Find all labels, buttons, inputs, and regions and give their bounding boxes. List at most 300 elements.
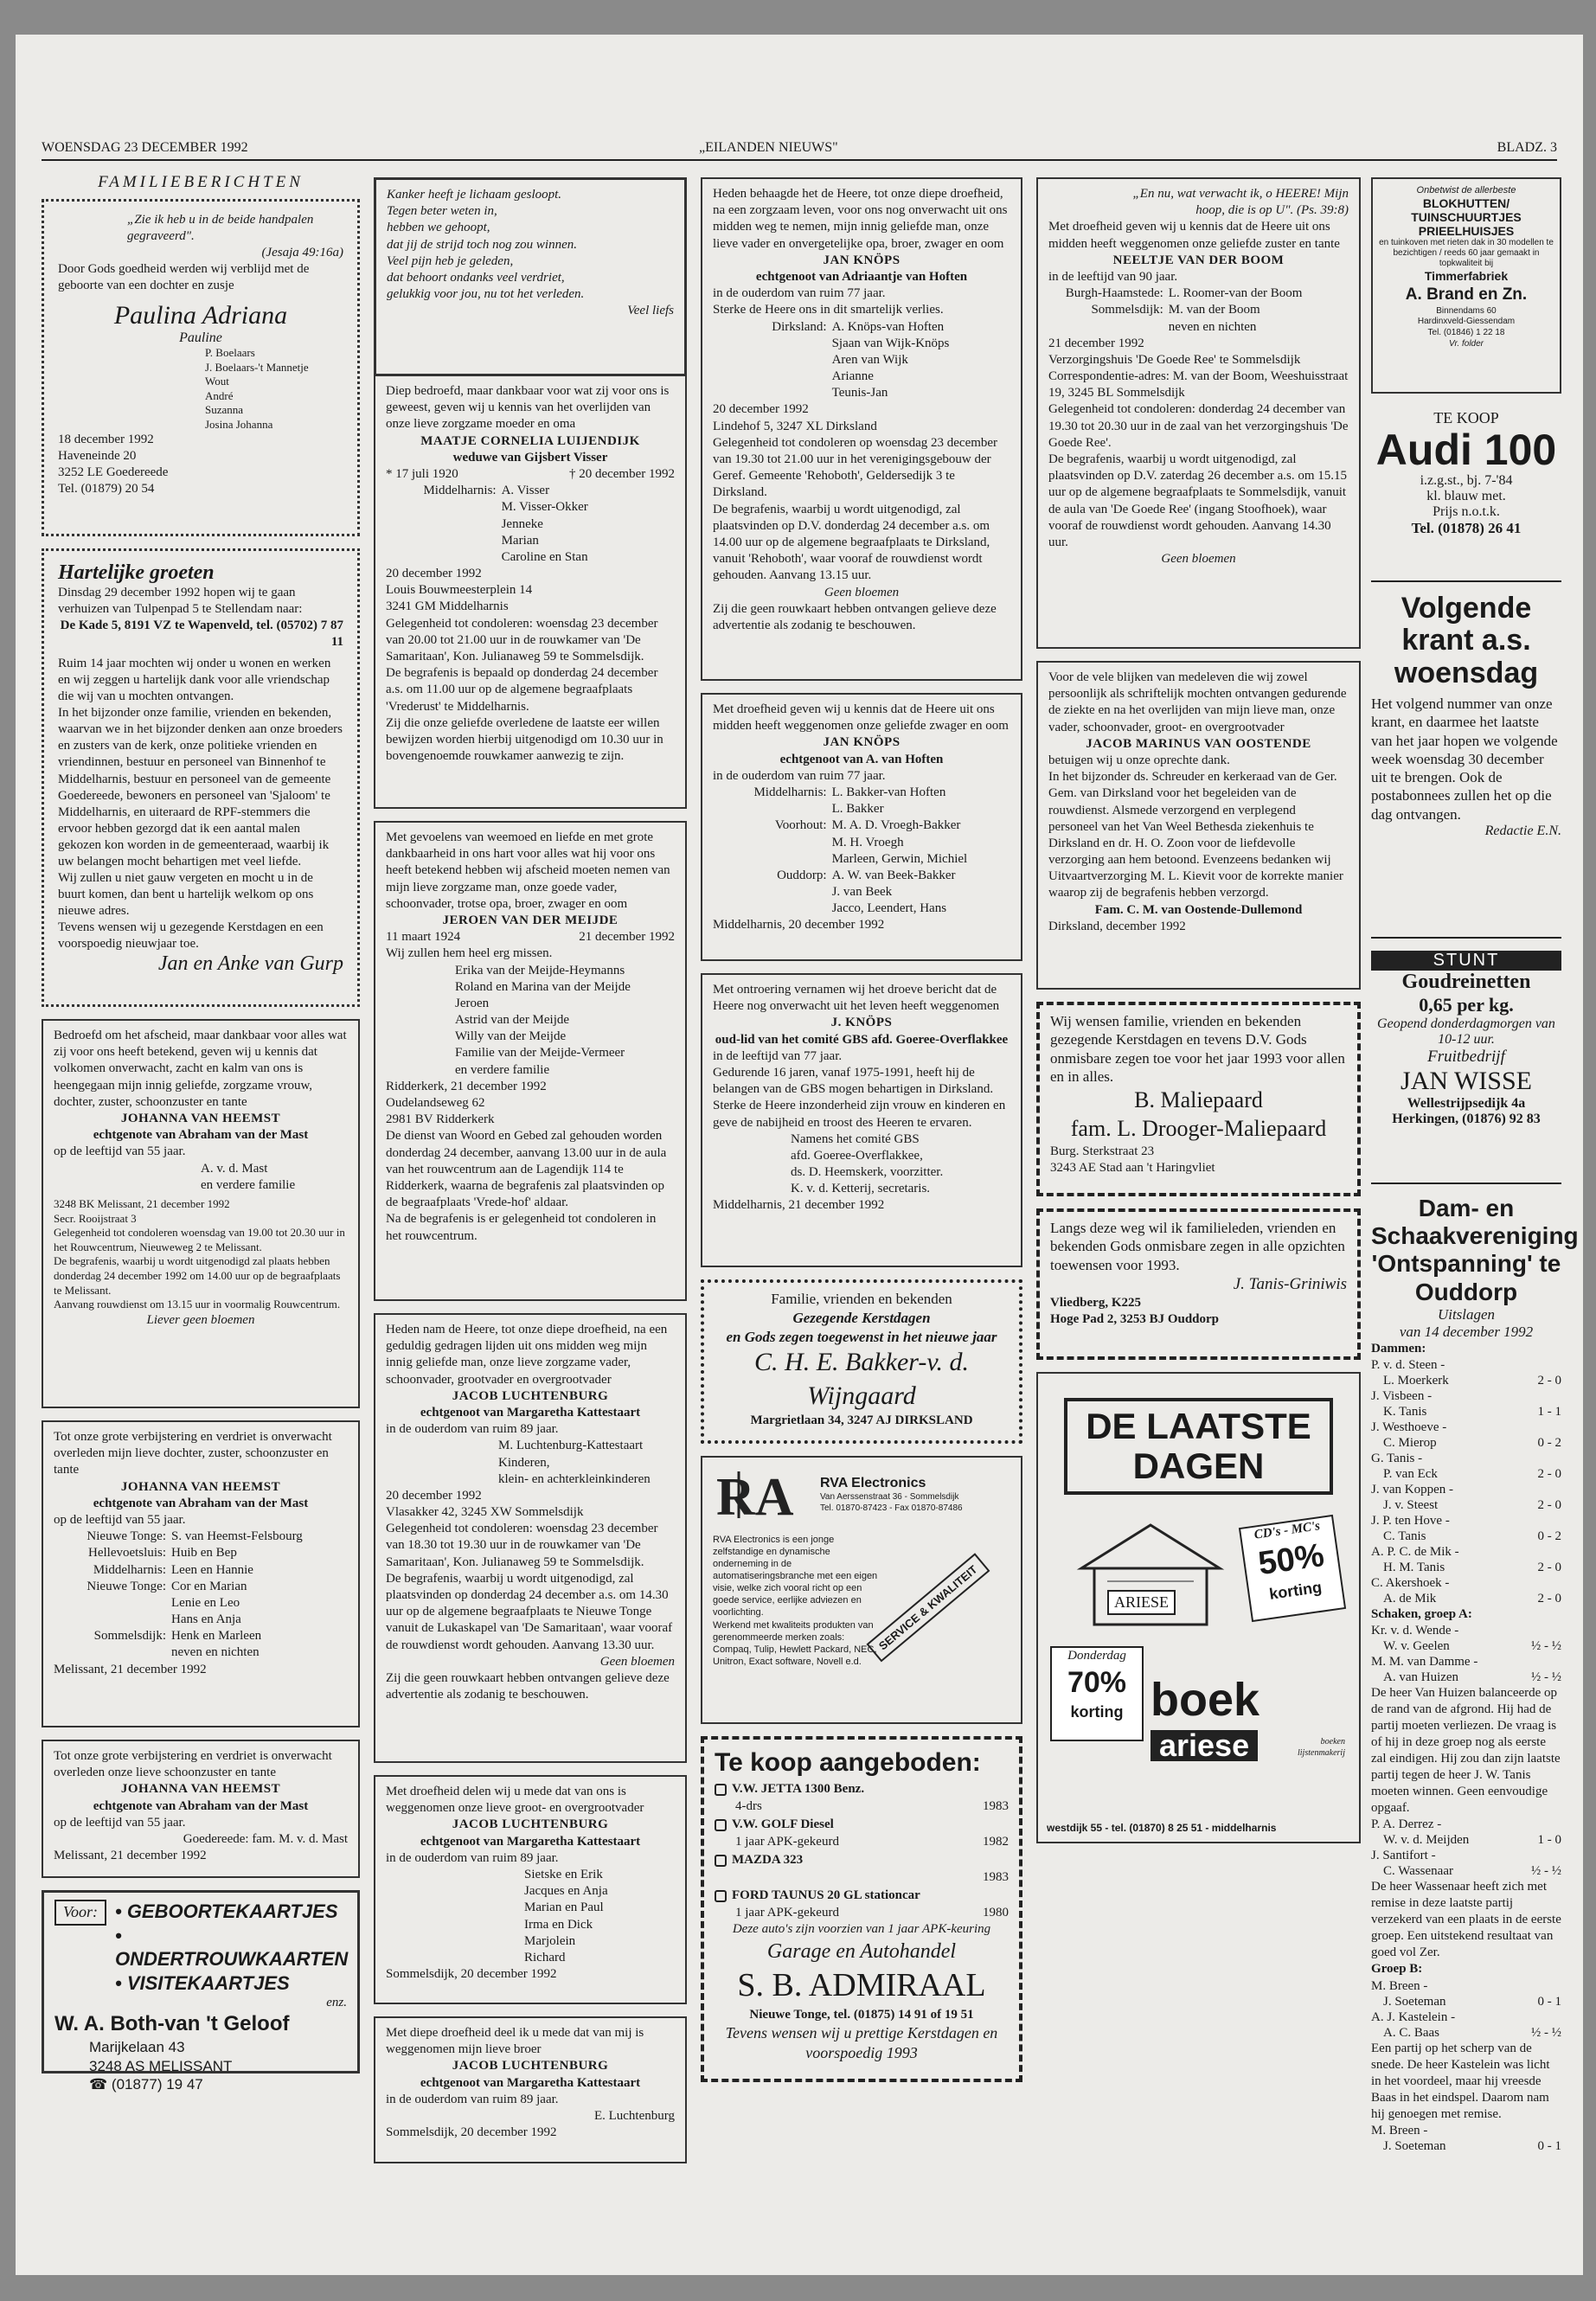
footer: Melissant, 21 december 1992 [54, 1662, 207, 1676]
sub-label: boeken lijstenmakerij [1298, 1737, 1345, 1758]
game-row [1371, 1591, 1561, 1606]
description: RVA Electronics is een jonge zelfstandige en dynamische onderneming in de automatiseringsbranche met een eigen visie, welke zich vooral richt op een goede service, eerlijke adviezen en voorlichting. Werkend met kwaliteits produkten van gerenommeerde merken zoals: Compaq, Tulip, Hewlett Packard, NEC, Unitron, Exact software, Novell e.d. [713, 1535, 878, 1667]
game-row [1371, 1435, 1561, 1451]
game-row [1371, 1420, 1561, 1435]
car-detail: 1 jaar APK-gekeurd [735, 1834, 839, 1849]
text: In het bijzonder ds. Schreuder en kerkeraad van de Ger. Gem. van Dirksland voor het begeleiden van de rouwdienst. Alsmede verzorgend en verplegend personeel van het Van Weel Bethesda ziekenhuis te Dirksland en dr. H. O. Zoon voor de liefdevolle verzorging aan hem betoond. Evenzeens bedanken wij Uitvaartverzorging M. L. Kievit voor de korrekte manier waarop zij de begrafenis hebben verzorgd. [1048, 770, 1343, 901]
birth-announcement [42, 199, 360, 536]
text: Met ontroering vernamen wij het droeve bericht dat de Heere nog onverwacht uit het leven heeft weggenomen [713, 983, 1000, 1014]
player: A. C. Baas [1383, 2025, 1439, 2040]
poem: Kanker heeft je lichaam gesloopt. Tegen beter weten in, hebben we gehoopt, dat jij de strijd toch nog zou winnen. Veel pijn heb je geleden, dat behoort ondanks veel verdriet, gelukkig voor jou, nu tot het verleden. [387, 188, 585, 302]
name: fam. L. Drooger-Maliepaard [1070, 1116, 1327, 1142]
names: Teunis-Jan [831, 386, 888, 401]
address: westdijk 55 - tel. (01870) 8 25 51 - middelharnis [1047, 1821, 1277, 1834]
car-sale-ad [1371, 409, 1561, 582]
section-label: Dammen: [1371, 1341, 1426, 1356]
product-item: • ONDERTROUWKAARTEN [115, 1924, 349, 1970]
family-row [54, 1644, 348, 1661]
game-row [1371, 1638, 1561, 1654]
detail: kl. blauw met. [1426, 488, 1506, 503]
place [713, 884, 832, 901]
no-flowers: Geen bloemen [824, 585, 900, 599]
christmas-greeting [701, 1279, 1022, 1444]
brand-boek: boek [1151, 1674, 1260, 1726]
score: 0 - 1 [1537, 1994, 1561, 2009]
family-list [1048, 285, 1349, 336]
obituary [701, 973, 1022, 1267]
section-title: FAMILIEBERICHTEN [98, 173, 304, 191]
product-item: • VISITEKAARTJES [115, 1971, 290, 1994]
family-row [713, 352, 1010, 369]
score: 1 - 0 [1537, 1833, 1561, 1848]
game-row [1371, 2123, 1561, 2138]
phone: Nieuwe Tonge, tel. (01875) 14 91 of 19 51 [749, 2007, 974, 2022]
family-row [713, 319, 1010, 336]
footer: Middelharnis, 20 december 1992 [713, 918, 885, 933]
te-koop-label: TE KOOP [1433, 409, 1499, 426]
player: A. P. C. de Mik - [1371, 1544, 1459, 1559]
born: 11 maart 1924 [386, 930, 461, 945]
stunt-label: STUNT [1371, 951, 1561, 971]
date: 21 december 1992 [1048, 336, 1144, 350]
sub-heading: Uitslagen [1437, 1305, 1496, 1323]
text: Sterke de Heere ons in dit smartelijk verlies. [713, 303, 944, 317]
born: * 17 juli 1920 [386, 466, 458, 481]
garage: Garage en Autohandel [766, 1939, 957, 1963]
signature: J. Tanis-Griniwis [1233, 1274, 1347, 1293]
player: J. Westhoeve - [1371, 1420, 1447, 1434]
game-row [1371, 2025, 1561, 2041]
timber-ad [1371, 177, 1561, 394]
player: M. Breen - [1371, 1978, 1428, 1993]
car-name: V.W. JETTA 1300 Benz. [732, 1782, 865, 1797]
car-detail: 1 jaar APK-gekeurd [735, 1905, 839, 1920]
player: K. Tanis [1383, 1404, 1427, 1419]
score: 0 - 2 [1537, 1435, 1561, 1450]
line: Timmerfabriek [1424, 269, 1509, 284]
text: Gelegenheid tot condoleren op woensdag 23 december van 19.30 tot 21.00 uur in het verenigingsgebouw der Geref. Gemeente 'Rehoboth', Geldersedijk 3 te Dirksland. [713, 435, 998, 500]
car-list [715, 1781, 1009, 1921]
age: in de leeftijd van 77 jaar. [713, 1048, 843, 1063]
obituary [374, 1775, 687, 2004]
score: 0 - 1 [1537, 2138, 1561, 2153]
names: Lenie en Leo [171, 1595, 240, 1610]
text: De begrafenis, waarbij u wordt uitgenodigd zal plaats hebben donderdag 24 december 1992 om 14.00 uur op de begraafplaats te Melissant. [54, 1254, 341, 1297]
signature: Veel liefs [627, 304, 674, 318]
sub-heading: van 14 december 1992 [1399, 1323, 1534, 1340]
spouse: echtgenoot van Adriaantje van Hoften [755, 269, 968, 284]
no-flowers: Liever geen bloemen [146, 1312, 255, 1327]
rva-logo-icon [713, 1465, 808, 1525]
header-page: BLADZ. 3 [1497, 140, 1557, 155]
family-row [386, 499, 675, 516]
page-header [42, 138, 1557, 161]
score: 2 - 0 [1537, 1373, 1561, 1388]
text: Gelegenheid tot condoleren: woensdag 23 december van 20.00 tot 21.00 uur in de rouwkamer van 'De Samaritaan', Kon. Julianaweg 59 te Sommelsdijk. [386, 616, 658, 663]
spouse: weduwe van Gijsbert Visser [452, 450, 608, 465]
text: Wij zullen u niet gauw vergeten en mocht u in de buurt komen, dan bent u hartelijk welkom op ons nieuwe adres. [58, 870, 314, 918]
column-1 [42, 173, 360, 2197]
family: A. v. d. Mast en verdere familie [201, 1161, 296, 1192]
family-row [713, 901, 1010, 917]
car-icon [715, 1890, 727, 1902]
age: in de ouderdom van ruim 89 jaar. [386, 1850, 559, 1865]
line: en tuinkoven met rieten dak in 30 modellen te bezichtigen / reeds 60 jaar gemaakt in topkwaliteit bij [1379, 238, 1554, 269]
names: M. A. D. Vroegh-Bakker [831, 818, 961, 833]
family: P. Boelaars J. Boelaars-'t Mannetje Wout André Suzanna Josina Johanna [205, 346, 309, 431]
family-row [713, 369, 1010, 385]
organisation: Namens het comité GBS afd. Goeree-Overflakkee, ds. D. Heemskerk, voorzitter. K. v. d. Ketterij, secretaris. [791, 1131, 944, 1196]
family-row [386, 549, 675, 566]
family: Sietske en Erik Jacques en Anja Marian en Paul Irma en Dick Marjolein Richard [524, 1867, 608, 1965]
correspondence: Correspondentie-adres: M. van der Boom, Weeshuisstraat 19, 3245 BL Sommelsdijk [1048, 369, 1349, 401]
family-row [713, 851, 1010, 868]
column-2 [374, 177, 687, 2197]
family-row [54, 1579, 348, 1595]
place: Burgh-Haamstede: [1065, 286, 1163, 301]
heading: Volgende krant a.s. woensdag [1394, 592, 1539, 689]
korting-label: korting [1070, 1702, 1124, 1721]
family-row [54, 1612, 348, 1628]
text: Dinsdag 29 december 1992 hopen wij te gaan verhuizen van Tulpenpad 5 te Stellendam naar: [58, 586, 303, 617]
game-row [1371, 1863, 1561, 1879]
text: Door Gods goedheid werden wij verblijd met de geboorte van een dochter en zusje [58, 262, 310, 293]
car-name: MAZDA 323 [732, 1853, 804, 1868]
new-address: De Kade 5, 8191 VZ te Wapenveld, tel. (05702) 7 87 11 [60, 619, 343, 650]
score: ½ - ½ [1531, 1864, 1561, 1879]
player: J. P. ten Hove - [1371, 1513, 1450, 1528]
family-row [386, 516, 675, 533]
score: ½ - ½ [1531, 2025, 1561, 2040]
car-icon [715, 1819, 727, 1831]
obituary [42, 1019, 360, 1408]
names: S. van Heemst-Felsbourg [171, 1529, 303, 1544]
player: P. A. Derrez - [1371, 1817, 1442, 1832]
car-item [715, 1852, 1009, 1886]
game-row [1371, 1451, 1561, 1466]
family-row [1048, 285, 1349, 302]
car-year: 1983 [983, 1869, 1009, 1884]
age: op de leeftijd van 55 jaar. [54, 1815, 186, 1830]
family-row [713, 835, 1010, 851]
game-row [1371, 1373, 1561, 1388]
text: Met diepe droefheid deel ik u mede dat van mij is weggenomen mijn lieve broer [386, 2026, 644, 2057]
title: Te koop aangeboden: [715, 1748, 981, 1777]
text: De heer Van Huizen balanceerde op de rand van de afgrond. Hij had de partij moeten verliezen. De vraag is of hij in deze groep nog als eerste zal eindigen. Hij zou dan zijn laatste partij tegen de heer J. W. Tanis moeten winnen. Geen eenvoudige opgaaf. [1371, 1685, 1561, 1816]
obituary [374, 376, 687, 809]
car-detail: 4-drs [735, 1798, 762, 1813]
deceased-name: JAN KNÖPS [823, 735, 901, 750]
car-year: 1982 [983, 1834, 1009, 1849]
firm-name: A. Brand en Zn. [1405, 285, 1528, 304]
score: 2 - 0 [1537, 1466, 1561, 1481]
quote-ref: (Jesaja 49:16a) [261, 246, 343, 260]
brand-ariese: ariese [1151, 1730, 1258, 1761]
home: Verzorgingshuis 'De Goede Ree' te Sommelsdijk [1048, 352, 1301, 367]
signature: Jan en Anke van Gurp [157, 952, 343, 976]
family-row [713, 801, 1010, 817]
player: C. Tanis [1383, 1529, 1426, 1543]
game-row [1371, 1670, 1561, 1685]
score: ½ - ½ [1531, 1638, 1561, 1653]
text: Bedroefd om het afscheid, maar dankbaar voor alles wat zij voor ons heeft betekend, geven wij u kennis dat volkomen onverwacht, zacht en kalm van ons is heengegaan mijn innig geliefde, zorgzame vrouw, dochter, zuster, schoonzuster en tante [54, 1029, 347, 1109]
deceased-name: NEELTJE VAN DER BOOM [1112, 253, 1285, 267]
title: Hartelijke groeten [58, 561, 215, 584]
header-date: WOENSDAG 23 DECEMBER 1992 [42, 140, 248, 155]
deceased-name: JACOB LUCHTENBURG [452, 2059, 609, 2073]
spouse: echtgenoot van Margaretha Kattestaart [420, 1834, 641, 1849]
family: Goedereede: fam. M. v. d. Mast [183, 1831, 348, 1846]
rva-electronics-ad [701, 1456, 1022, 1724]
car-icon [715, 1784, 727, 1796]
text: Voor de vele blijken van medeleven die wij zowel persoonlijk als schriftelijk mochten ontvangen gedurende de ziekte en na het overlijden van mijn lieve man, onze vader, schoonvader, groot- en overgrootvader [1048, 670, 1347, 734]
player: J. Soeteman [1383, 1994, 1446, 2009]
car-item [715, 1781, 1009, 1815]
phone: (01877) 19 47 [111, 2076, 203, 2093]
text: Zij die geen rouwkaart hebben ontvangen gelieve deze advertentie als zodanig te beschouwen. [713, 601, 997, 632]
names: Aren van Wijk [831, 352, 908, 367]
text: De begrafenis, waarbij u wordt uitgenodigd, zal plaatsvinden op donderdag 24 december a.s. om 14.30 uur op de algemene begraafplaats te Nieuwe Tonge vanuit de Lukaskapel van 'De Samaritaan', waar vooraf de rouwdienst wordt gehouden. Aanvang 13.30 uur. [386, 1571, 673, 1652]
player: J. Santifort - [1371, 1849, 1436, 1863]
place [54, 1644, 171, 1661]
score: 2 - 0 [1537, 1591, 1561, 1606]
phone: Tel. (01878) 26 41 [1411, 519, 1522, 536]
address: Burg. Sterkstraat 23 3243 AE Stad aan 't Haringvliet [1050, 1144, 1215, 1175]
car-name: V.W. GOLF Diesel [732, 1817, 834, 1832]
detail: Prijs n.o.t.k. [1433, 503, 1500, 519]
game-row [1371, 1978, 1561, 1994]
address: 20 december 1992 Lindehof 5, 3247 XL Dirksland [713, 402, 877, 433]
age: op de leeftijd van 55 jaar. [54, 1512, 186, 1527]
quote: „En nu, wat verwacht ik, o HEERE! Mijn hoop, die is op U". (Ps. 39:8) [1132, 187, 1349, 218]
games-list [1371, 1357, 1561, 1606]
player: G. Tanis - [1371, 1451, 1423, 1465]
spouse: echtgenote van Abraham van der Mast [93, 1496, 309, 1510]
family-row [713, 817, 1010, 834]
player: C. Mierop [1383, 1435, 1437, 1450]
section-label: Groep B: [1371, 1962, 1423, 1977]
date: 18 december 1992 [58, 433, 154, 447]
place [386, 499, 502, 516]
address: Margrietlaan 34, 3247 AJ DIRKSLAND [750, 1413, 973, 1428]
thanks-notice [1036, 661, 1361, 990]
place [713, 336, 832, 352]
text: Sterke de Heere inzonderheid zijn vrouw en kinderen en geve de nabijheid en troost des Heeren te ervaren. [713, 1099, 1006, 1130]
text: Zij die geen rouwkaart hebben ontvangen gelieve deze advertentie als zodanig te beschouwen. [386, 1670, 670, 1702]
family-row [713, 868, 1010, 884]
car-item [715, 1888, 1009, 1921]
place: Dirksland: [772, 319, 827, 334]
column-4 [1036, 177, 1361, 2197]
score: 0 - 2 [1537, 1529, 1561, 1543]
place: Sommelsdijk: [93, 1629, 166, 1644]
family-row [713, 385, 1010, 401]
text: Met droefheid geven wij u kennis dat de Heere uit ons midden heeft weggenomen onze geliefde zuster en tante [1048, 220, 1340, 251]
family-list [713, 319, 1010, 402]
car-name: FORD TAUNUS 20 GL stationcar [732, 1888, 920, 1903]
game-row [1371, 2138, 1561, 2154]
place [386, 516, 502, 533]
obituary [42, 1740, 360, 1878]
age: in de ouderdom van ruim 77 jaar. [713, 768, 886, 783]
text: Na de begrafenis is er gelegenheid tot condoleren in het rouwcentrum. [386, 1212, 657, 1243]
game-row [1371, 1357, 1561, 1373]
address: Van Aerssenstraat 36 - Sommelsdijk [820, 1492, 959, 1503]
names: Caroline en Stan [501, 549, 588, 564]
score: 1 - 1 [1537, 1404, 1561, 1419]
place [54, 1595, 171, 1612]
family-row [54, 1595, 348, 1612]
call-name: Pauline [179, 330, 222, 346]
names: L. Bakker [831, 802, 884, 817]
column-5 [1371, 177, 1579, 2197]
footer: Sommelsdijk, 20 december 1992 [386, 1967, 557, 1982]
player: M. M. van Damme - [1371, 1654, 1478, 1669]
game-row [1371, 1388, 1561, 1404]
player: M. Breen - [1371, 2123, 1428, 2138]
voor-label: Voor: [54, 1900, 106, 1926]
names: Arianne [831, 369, 874, 384]
christmas-greeting [1036, 1002, 1361, 1196]
player: C. Wassenaar [1383, 1864, 1453, 1879]
place [54, 1612, 171, 1628]
place: Sommelsdijk: [1091, 303, 1163, 317]
child-name: Paulina Adriana [113, 301, 288, 330]
car-model: Audi 100 [1375, 426, 1557, 474]
phone: Tel. 01870-87423 - Fax 01870-87486 [820, 1503, 963, 1514]
player: P. v. d. Steen - [1371, 1357, 1445, 1372]
game-row [1371, 2009, 1561, 2025]
section-label: Schaken, groep A: [1371, 1606, 1472, 1621]
text: Tot onze grote verbijstering en verdriet is onverwacht overleden mijn lieve dochter, zuster, schoonzuster en tante [54, 1430, 332, 1477]
text: Wij zullen hem heel erg missen. [386, 946, 553, 961]
street: Marijkelaan 43 [89, 2038, 185, 2055]
name: C. H. E. Bakker-v. d. Wijngaard [754, 1348, 969, 1410]
text: Wij wensen familie, vrienden en bekenden gezegende Kerstdagen en tevens D.V. Gods onmisbare zegen toe voor het jaar 1993 voor allen en in alles. [1050, 1013, 1345, 1085]
header-paper: „EILANDEN NIEUWS" [699, 140, 838, 155]
names: Cor en Marian [171, 1579, 247, 1593]
place [386, 549, 502, 566]
deceased-name: JOHANNA VAN HEEMST [120, 1479, 281, 1494]
text: Gedurende 16 jaren, vanaf 1975-1991, heeft hij de belangen van de GBS mogen behartigen in Dirksland. [713, 1065, 994, 1097]
fruit-ad [1371, 951, 1561, 1184]
text: Met gevoelens van weemoed en liefde en met grote dankbaarheid in ons hart voor alles wat hij voor ons heeft betekend hebben wij afscheid moeten nemen van mijn lieve zorgzame man, onze goede vader, schoonvader, trotse opa, broer, zwager en oom [386, 830, 670, 911]
player: J. Soeteman [1383, 2138, 1446, 2153]
obituary [701, 693, 1022, 961]
spouse: echtgenoot van A. van Hoften [779, 752, 944, 766]
etc: enz. [326, 1996, 347, 2009]
names: J. van Beek [831, 885, 893, 900]
signature: E. Luchtenburg [593, 2108, 675, 2123]
player: H. M. Tanis [1383, 1560, 1445, 1574]
phone-icon: ☎ [89, 2076, 112, 2093]
game-row [1371, 1529, 1561, 1544]
deceased-name: J. KNÖPS [830, 1016, 893, 1030]
place [713, 385, 832, 401]
names: Sjaan van Wijk-Knöps [831, 336, 950, 350]
city: 3248 AS MELISSANT [89, 2057, 233, 2074]
spouse: echtgenoot van Margaretha Kattestaart [420, 2075, 641, 2090]
car-sale-ad [701, 1736, 1022, 2082]
names: Henk en Marleen [171, 1629, 262, 1644]
text: Langs deze weg wil ik familieleden, vrienden en bekenden Gods onmisbare zegen in alle opzichten toewensen voor 1993. [1050, 1220, 1345, 1273]
label: Fruitbedrijf [1427, 1048, 1505, 1066]
note: Deze auto's zijn voorzien van 1 jaar APK-keuring [732, 1922, 991, 1937]
player: A. van Huizen [1383, 1670, 1459, 1684]
score: ½ - ½ [1531, 1670, 1561, 1684]
deceased-name: JACOB LUCHTENBURG [452, 1817, 609, 1832]
heading: Dam- en Schaakvereniging 'Ontspanning' te Ouddorp [1371, 1195, 1579, 1305]
product: Goudreinetten [1401, 971, 1531, 993]
line: Vr. folder [1448, 338, 1484, 349]
obituary [701, 177, 1022, 681]
discount-70: 70% [1067, 1666, 1127, 1700]
line: en Gods zegen toegewenst in het nieuwe jaar [726, 1328, 997, 1345]
house-label: ARIESE [1107, 1590, 1176, 1615]
player: C. Akershoek - [1371, 1575, 1450, 1590]
names: L. Bakker-van Hoften [831, 785, 946, 799]
player: J. v. Steest [1383, 1497, 1439, 1512]
text: Het volgend nummer van onze krant, en daarmee het laatste van het jaar hopen we volgende week woensdag 30 december uit te brengen. Ook de postabonnees zullen het op die dag ontvangen. [1371, 695, 1558, 823]
place [713, 835, 832, 851]
text: Gelegenheid tot condoleren: woensdag 23 december van 18.30 tot 19.30 uur in de rouwkamer van 'De Samaritaan', Kon. Julianaweg 59 te Sommelsdijk. [386, 1522, 658, 1569]
player: A. J. Kastelein - [1371, 2009, 1456, 2024]
text: De dienst van Woord en Gebed zal gehouden worden donderdag 24 december, aanvang 13.00 uur in de aula van het rouwcentrum aan de Lagendijk 114 te Ridderkerk, waarna de begrafenis zal plaatsvinden op de begraafplaats 'Vrede-hof' aldaar. [386, 1129, 667, 1210]
place: Nieuwe Tonge: [87, 1529, 166, 1544]
text: Aanvang rouwdienst om 13.15 uur in voormalig Rouwcentrum. [54, 1298, 341, 1311]
player: J. Visbeen - [1371, 1388, 1433, 1403]
place: Voorhout: [774, 818, 827, 833]
text: Ruim 14 jaar mochten wij onder u wonen en werken en wij zeggen u hartelijk dank voor alle vriendschap die wij van u mochten ontvangen. [58, 657, 331, 704]
quote: „Zie ik heb u in de beide handpalen gegraveerd". [127, 213, 317, 244]
deceased-name: JAN KNÖPS [823, 253, 901, 267]
family-row [1048, 302, 1349, 318]
family: M. Luchtenburg-Kattestaart Kinderen, klein- en achterkleinkinderen [498, 1439, 651, 1486]
products: BLOKHUTTEN/ TUINSCHUURTJES PRIEELHUISJES [1411, 196, 1522, 239]
family: Erika van der Meijde-Heymanns Roland en Marina van der Meijde Jeroen Astrid van der Meijde Willy van der Meijde Familie van der Meijde-Vermeer en verdere familie [455, 963, 631, 1077]
deceased-name: JACOB MARINUS VAN OOSTENDE [1086, 736, 1311, 751]
quality-stamp: SERVICE & KWALITEIT [866, 1554, 990, 1663]
age: in de ouderdom van ruim 89 jaar. [386, 1422, 559, 1437]
family-row [386, 533, 675, 549]
cd-discount-badge [1239, 1515, 1346, 1622]
address: 20 december 1992 Louis Bouwmeesterplein 14 3241 GM Middelharnis [386, 567, 533, 614]
deceased-name: JEROEN VAN DER MEIJDE [442, 913, 619, 927]
obituary [374, 1313, 687, 1763]
game-row [1371, 1404, 1561, 1420]
family-row [54, 1628, 348, 1644]
line: Gezegende Kerstdagen [792, 1309, 931, 1326]
game-row [1371, 1513, 1561, 1529]
spouse: echtgenote van Abraham van der Mast [93, 1128, 309, 1143]
place [713, 851, 832, 868]
text: betuigen wij u onze oprechte dank. [1048, 753, 1230, 767]
text: Zij die onze geliefde overledene de laatste eer willen bewijzen worden hierbij uitgenodigd om 10.30 uur in bovengenoemde rouwkamer aanwezig te zijn. [386, 715, 663, 764]
names: Marian [501, 533, 539, 548]
detail: i.z.g.st., bj. 7-'84 [1420, 472, 1513, 488]
korting-label: korting [1267, 1578, 1324, 1603]
car-year: 1983 [983, 1798, 1009, 1813]
obituary [42, 1420, 360, 1727]
text: De begrafenis, waarbij u wordt uitgenodigd, zal plaatsvinden op D.V. donderdag 24 december a.s. om 14.00 uur op de algemene begraafplaats te Dirksland, vanuit 'Rehoboth', waar vooraf de rouwdienst wordt gehouden. Aanvang 13.15 uur. [713, 502, 990, 583]
place: Middelharnis: [423, 484, 497, 498]
address: Haveneinde 20 3252 LE Goedereede Tel. (01879) 20 54 [58, 449, 169, 497]
day-label: Donderdag [1067, 1649, 1126, 1663]
text: Heden behaagde het de Heere, tot onze diepe droefheid, na een zorgzaam leven, voor ons nog onverwacht uit ons midden weg te nemen, mijn innig geliefde man, onze lieve vader en onvergetelijke opa, broer, zwager en oom [713, 187, 1008, 251]
place: Ouddorp: [777, 868, 827, 882]
place [386, 533, 502, 549]
signature: Fam. C. M. van Oostende-Dullemond [1094, 902, 1303, 917]
